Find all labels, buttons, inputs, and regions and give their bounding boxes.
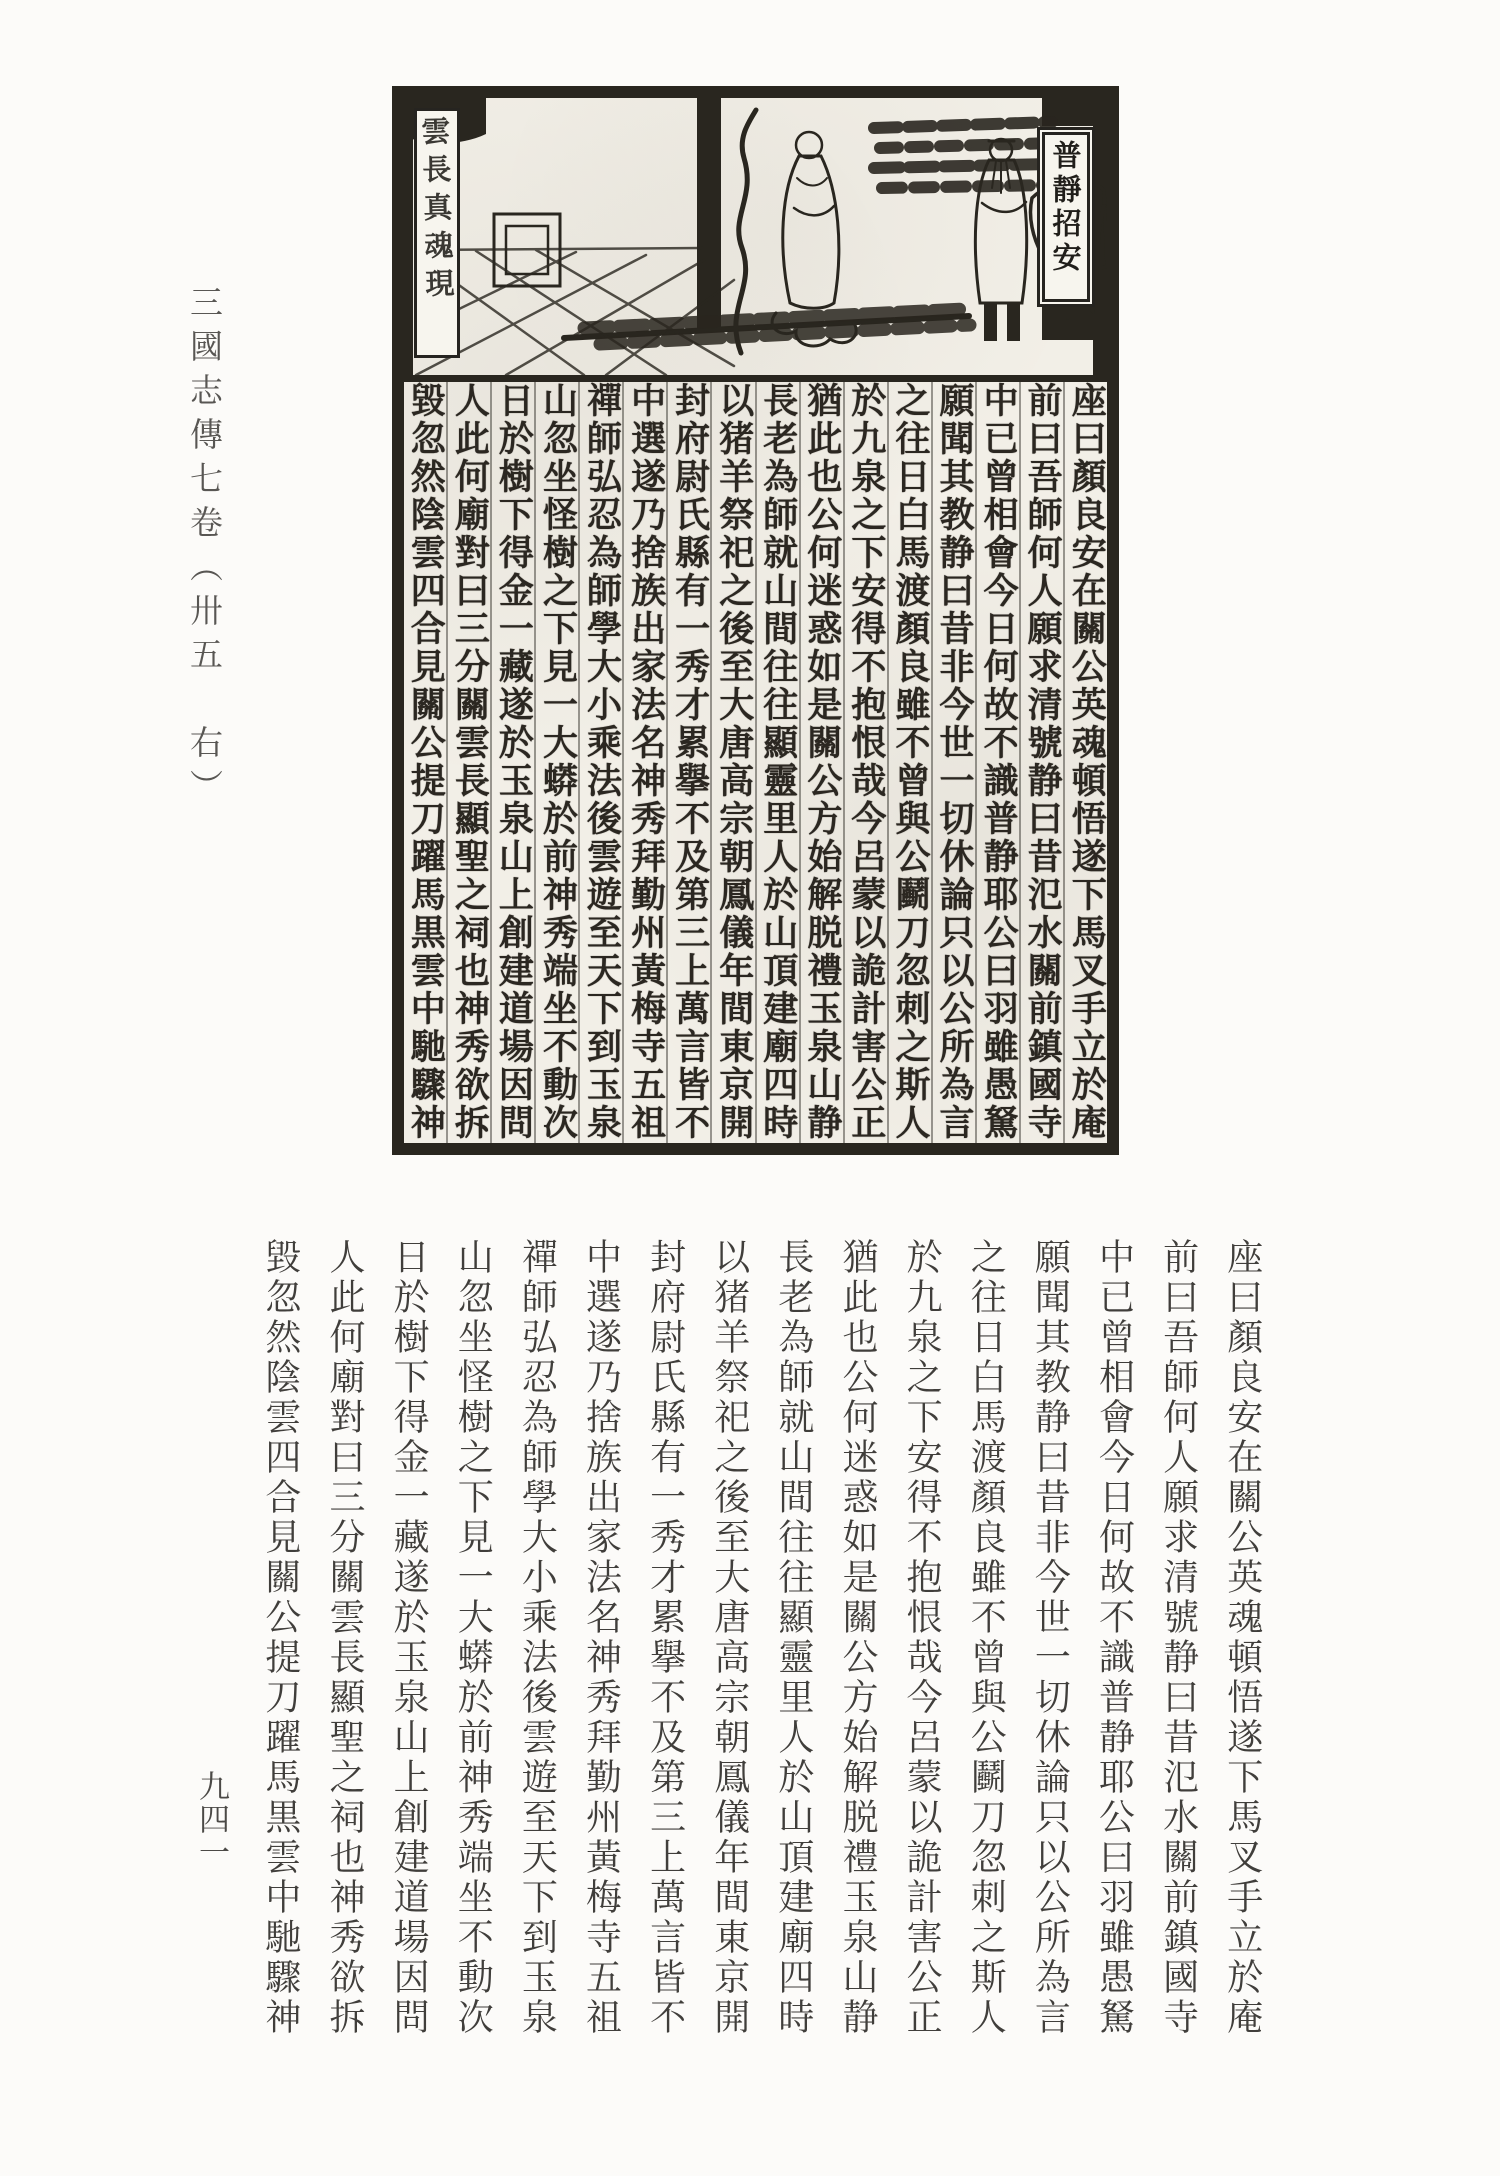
transcription-column: 封府尉氏縣有一秀才累擧不及第三上萬言皆不: [644, 1238, 686, 2038]
transcription-column: 前曰吾師何人願求清號静曰昔氾水關前鎮國寺: [1157, 1238, 1199, 2038]
woodblock-text-column: 中已曾相會今日何故不識普静耶公曰羽雖愚駑: [975, 382, 1019, 1143]
woodblock-text-column: 中選遂乃捨族出家法名神秀拜勤州黃梅寺五祖: [622, 382, 666, 1143]
woodblock-print: [392, 86, 1119, 1155]
woodblock-text-column: 日於樹下得金一藏遂於玉泉山上創建道場因問: [490, 382, 534, 1143]
transcription-column: 長老為師就山間往往顯靈里人於山頂建廟四時: [772, 1238, 814, 2038]
woodblock-text-column: 毀忽然陰雲四合見關公提刀躍馬黒雲中馳驟神: [405, 382, 447, 1142]
woodblock-text-column: 於九泉之下安得不抱恨哉今呂蒙以詭計害公正: [843, 382, 887, 1143]
woodblock-text-column: 山忽坐怪樹之下見一大蟒於前神秀端坐不動次: [534, 382, 578, 1143]
right-cartouche-label: 普靜招安: [1048, 140, 1083, 276]
woodblock-text-column: 長老為師就山間往往顯靈里人於山頂建廟四時: [755, 382, 799, 1143]
woodblock-text-column: 封府尉氏縣有一秀才累擧不及第三上萬言皆不: [666, 382, 710, 1143]
transcription-column: 猶此也公何迷惑如是關公方始解脱禮玉泉山静: [837, 1238, 879, 2038]
transcription-column: 山忽坐怪樹之下見一大蟒於前神秀端坐不動次: [452, 1238, 494, 2038]
woodblock-text-column: 之往日白馬渡顏良雖不曾與公鬬刀忽刺之斯人: [887, 382, 931, 1143]
woodblock-text-column: 以猪羊祭祀之後至大唐高宗朝鳳儀年間東京開: [710, 382, 754, 1143]
transcription-column: 以猪羊祭祀之後至大唐高宗朝鳳儀年間東京開: [708, 1238, 750, 2038]
woodblock-text-column: 人此何廟對曰三分關雲長顯聖之祠也神秀欲拆: [446, 382, 490, 1143]
side-caption: 三國志傳七卷（卅五 右）: [185, 285, 224, 813]
woodblock-text-column: 禪師弘忍為師學大小乘法後雲遊至天下到玉泉: [578, 382, 622, 1143]
right-cartouche: [1042, 132, 1090, 302]
woodblock-text-column: 猶此也公何迷惑如是關公方始解脱禮玉泉山静: [799, 382, 843, 1143]
woodblock-text-column: 座曰顏良安在關公英魂頓悟遂下馬叉手立於庵: [1063, 382, 1107, 1143]
brick-wall-upper: [874, 122, 1054, 188]
transcription-column: 中已曾相會今日何故不識普静耶公曰羽雖愚駑: [1093, 1238, 1135, 2038]
page-number: 九四一: [193, 1770, 229, 1869]
transcription-column: 於九泉之下安得不抱恨哉今呂蒙以詭計害公正: [901, 1238, 943, 2038]
transcription-column: 禪師弘忍為師學大小乘法後雲遊至天下到玉泉: [516, 1238, 558, 2038]
transcription-column: 人此何廟對曰三分關雲長顯聖之祠也神秀欲拆: [324, 1238, 366, 2038]
woodblock-text-column: 願聞其教静曰昔非今世一切休論只以公所為言: [931, 382, 975, 1143]
woodblock-text-block: [404, 382, 1107, 1143]
transcription-column: 願聞其教静曰昔非今世一切休論只以公所為言: [1029, 1238, 1071, 2038]
transcription-column: 毀忽然陰雲四合見關公提刀躍馬黒雲中馳驟神: [259, 1238, 301, 2038]
transcription-column: 之往日白馬渡顏良雖不曾與公鬬刀忽刺之斯人: [965, 1238, 1007, 2038]
illustration-drawing: [404, 98, 1107, 375]
left-banner: [414, 108, 460, 358]
transcription-block: [260, 1238, 1262, 2038]
tiled-floor: [416, 248, 734, 375]
left-banner-label: 雲長真魂現: [416, 115, 456, 307]
woodblock-text-column: 前曰吾師何人願求清號静曰昔氾水關前鎮國寺: [1019, 382, 1063, 1143]
transcription-column: 中選遂乃捨族出家法名神秀拜勤州黃梅寺五祖: [580, 1238, 622, 2038]
transcription-column: 日於樹下得金一藏遂於玉泉山上創建道場因問: [388, 1238, 430, 2038]
left-inner-frame: [404, 98, 413, 375]
woodblock-illustration: [404, 98, 1107, 382]
transcription-column: 座曰顏良安在關公英魂頓悟遂下馬叉手立於庵: [1221, 1238, 1263, 2038]
